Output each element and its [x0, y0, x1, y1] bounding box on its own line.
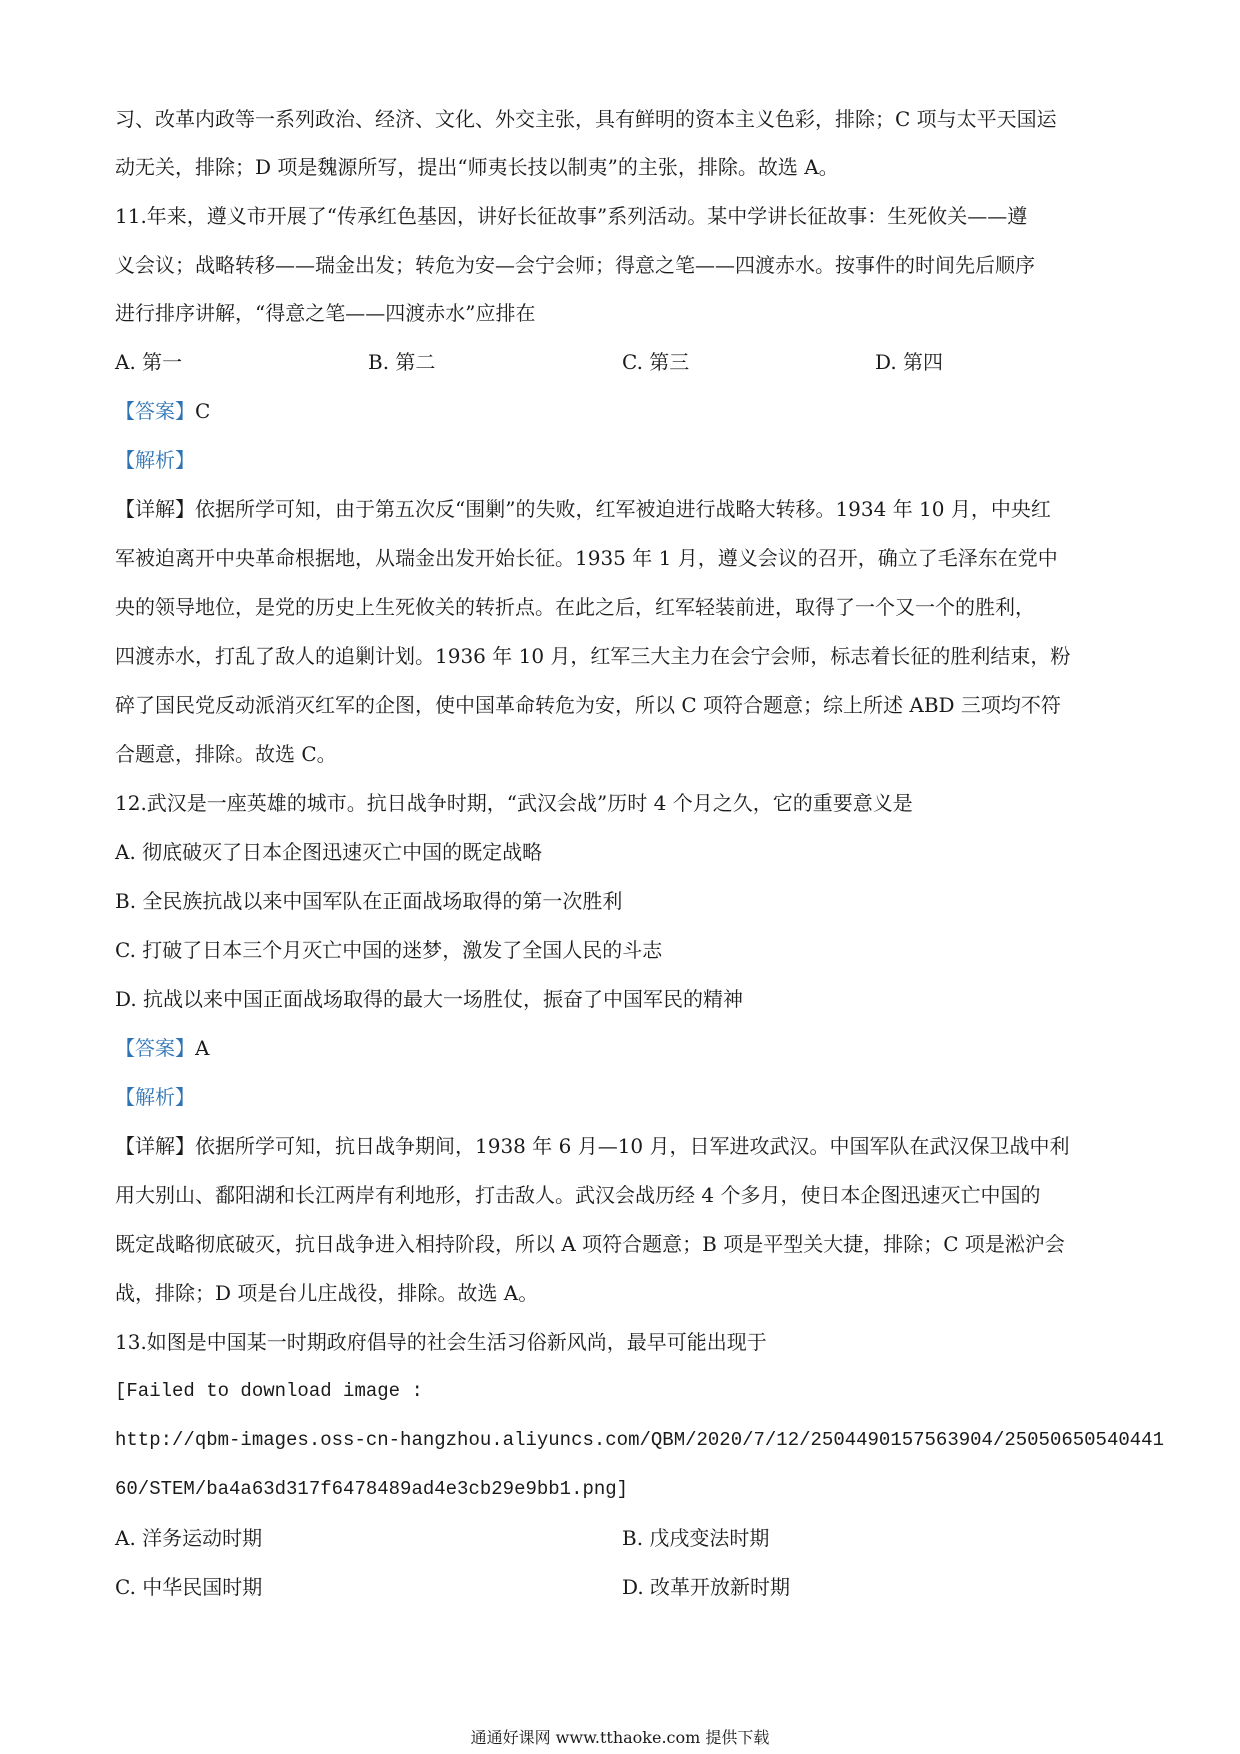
q11-detail-line-5: 碎了国民党反动派消灭红军的企图，使中国革命转危为安，所以 C 项符合题意；综上所述 ABD 三项均不符	[115, 693, 1061, 717]
q12-option-d: D. 抗战以来中国正面战场取得的最大一场胜仗，振奋了中国军民的精神	[115, 987, 744, 1011]
q12-answer-label: 【答案】	[115, 1036, 195, 1060]
q12-detail-line-1	[115, 1131, 1130, 1161]
q11-detail-label: 【详解】	[115, 497, 195, 521]
q11-answer-label: 【答案】	[115, 399, 195, 423]
q12-analysis	[115, 1082, 1130, 1112]
q11-option-c: C. 第三	[622, 350, 690, 374]
q11-detail-line-2: 军被迫离开中央革命根据地，从瑞金出发开始长征。1935 年 1 月，遵义会议的召开，确立了毛泽东在党中	[115, 546, 1058, 570]
q11-answer-value: C	[195, 399, 211, 423]
q12-detail-line-3: 既定战略彻底破灭，抗日战争进入相持阶段，所以 A 项符合题意；B 项是平型关大捷，排除；C 项是淞沪会	[115, 1232, 1065, 1256]
intro-line-1: 习、改革内政等一系列政治、经济、文化、外交主张，具有鲜明的资本主义色彩，排除；C 项与太平天国运	[115, 107, 1057, 131]
q12-option-b: B. 全民族抗战以来中国军队在正面战场取得的第一次胜利	[115, 889, 623, 913]
intro-line-2: 动无关，排除；D 项是魏源所写，提出“师夷长技以制夷”的主张，排除。故选 A。	[115, 155, 839, 179]
q12-detail-text-1: 依据所学可知，抗日战争期间，1938 年 6 月—10 月，日军进攻武汉。中国军队在武汉保卫战中利	[195, 1134, 1070, 1158]
q12-analysis-label: 【解析】	[115, 1085, 195, 1109]
q11-detail-line-3: 央的领导地位，是党的历史上生死攸关的转折点。在此之后，红军轻装前进，取得了一个又一个的胜利，	[115, 595, 1035, 619]
q11-stem-line-3: 进行排序讲解，“得意之笔——四渡赤水”应排在	[115, 301, 536, 325]
q13-option-a: A. 洋务运动时期	[115, 1526, 263, 1550]
q12-detail-line-4: 战，排除；D 项是台儿庄战役，排除。故选 A。	[115, 1281, 539, 1305]
q12-detail-line-2: 用大别山、鄱阳湖和长江两岸有利地形，打击敌人。武汉会战历经 4 个多月，使日本企图迅速灭亡中国的	[115, 1183, 1041, 1207]
q11-option-b: B. 第二	[368, 350, 436, 374]
q11-detail-line-1	[115, 494, 1130, 524]
q11-option-d: D. 第四	[875, 350, 944, 374]
q13-option-d: D. 改革开放新时期	[622, 1575, 791, 1599]
q11-analysis-label: 【解析】	[115, 448, 195, 472]
q11-stem-line-2: 义会议；战略转移——瑞金出发；转危为安—会宁会师；得意之笔——四渡赤水。按事件的时间先后顺序	[115, 253, 1035, 277]
q12-stem-line-1: 12.武汉是一座英雄的城市。抗日战争时期，“武汉会战”历时 4 个月之久，它的重要意义是	[115, 791, 913, 815]
q13-option-b: B. 戊戌变法时期	[622, 1526, 770, 1550]
q12-answer-value: A	[195, 1036, 210, 1060]
q11-detail-line-6: 合题意，排除。故选 C。	[115, 742, 337, 766]
q13-option-c: C. 中华民国时期	[115, 1575, 263, 1599]
q11-detail-text-1: 依据所学可知，由于第五次反“围剿”的失败，红军被迫进行战略大转移。1934 年 10 月，中央红	[195, 497, 1051, 521]
q11-analysis	[115, 445, 1130, 475]
q13-stem-line-1: 13.如图是中国某一时期政府倡导的社会生活习俗新风尚，最早可能出现于	[115, 1330, 767, 1354]
q13-image-failure-2: http://qbm-images.oss-cn-hangzhou.aliyuncs.com/QBM/2020/7/12/2504490157563904/25050650540441	[115, 1429, 1164, 1451]
q11-detail-line-4: 四渡赤水，打乱了敌人的追剿计划。1936 年 10 月，红军三大主力在会宁会师，标志着长征的胜利结束，粉	[115, 644, 1071, 668]
q11-stem-line-1: 11.年来，遵义市开展了“传承红色基因，讲好长征故事”系列活动。某中学讲长征故事：生死攸关——遵	[115, 204, 1028, 228]
q13-image-failure-1: [Failed to download image :	[115, 1380, 423, 1402]
page-footer: 通通好课网 www.tthaoke.com 提供下载	[470, 1728, 770, 1747]
q13-image-failure-3: 60/STEM/ba4a63d317f6478489ad4e3cb29e9bb1.png]	[115, 1478, 629, 1500]
q12-answer	[115, 1033, 1130, 1063]
q12-option-c: C. 打破了日本三个月灭亡中国的迷梦，激发了全国人民的斗志	[115, 938, 663, 962]
q12-detail-label: 【详解】	[115, 1134, 195, 1158]
q12-option-a: A. 彻底破灭了日本企图迅速灭亡中国的既定战略	[115, 840, 543, 864]
q11-option-a: A. 第一	[115, 350, 183, 374]
q11-answer	[115, 396, 1130, 426]
